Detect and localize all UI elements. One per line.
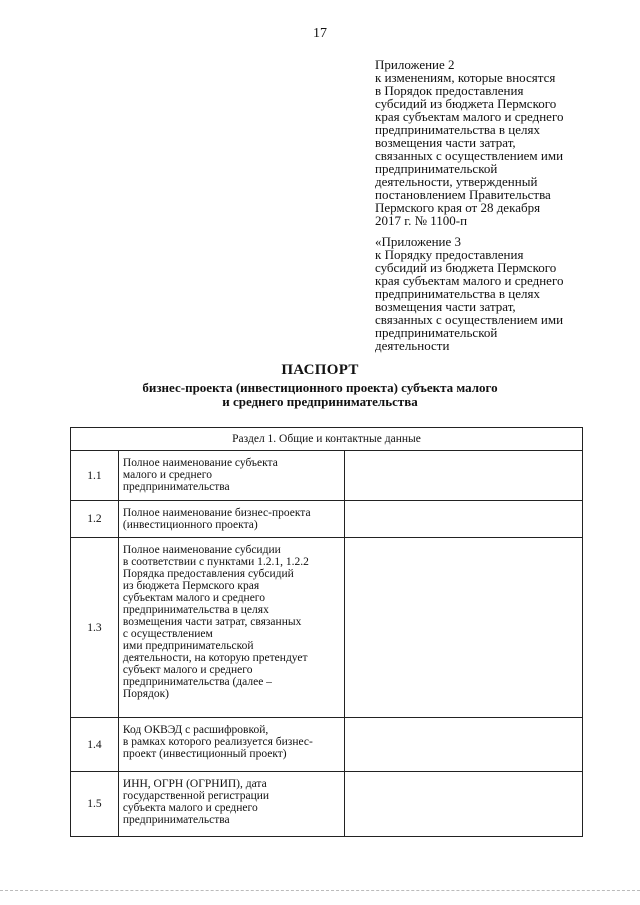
row-label: [118, 501, 344, 538]
appendix-a-line: к изменениям, которые вносятся: [375, 70, 556, 85]
appendix-a-line: Приложение 2: [375, 57, 455, 72]
appendix-a-line: края субъектам малого и среднего: [375, 109, 564, 124]
row-label-line: (инвестиционного проекта): [122, 519, 258, 531]
table-row: [71, 451, 583, 501]
scan-edge-divider: [0, 890, 640, 893]
appendix-a-line: Пермского края от 28 декабря: [375, 200, 541, 215]
row-label: [118, 772, 344, 837]
appendix-a-line: связанных с осуществлением ими: [375, 148, 564, 163]
appendix-b-line: деятельности: [375, 338, 450, 353]
row-label-line: предпринимательства (далее –: [122, 676, 272, 688]
passport-subtitle: [0, 381, 640, 409]
row-value-field[interactable]: [344, 451, 582, 501]
row-label-line: ИНН, ОГРН (ОГРНИП), дата: [122, 778, 267, 790]
row-label-line: в рамках которого реализуется бизнес-: [122, 736, 313, 748]
appendix-b-line: края субъектам малого и среднего: [375, 273, 564, 288]
row-label-line: Порядок): [122, 688, 170, 700]
passport-title: ПАСПОРТ: [281, 362, 359, 378]
table-row: [71, 718, 583, 772]
passport-subtitle-line: бизнес-проекта (инвестиционного проекта) субъекта малого: [142, 380, 498, 395]
appendix-b-line: предпринимательской: [375, 325, 498, 340]
appendix-a-line: предпринимательской: [375, 161, 498, 176]
row-value-field[interactable]: [344, 501, 582, 538]
row-label-line: субъект малого и среднего: [122, 664, 253, 676]
row-label: [118, 538, 344, 718]
appendix-a-line: возмещения части затрат,: [375, 135, 516, 150]
row-label-line: предпринимательства: [122, 814, 230, 826]
row-label-line: Порядка предоставления субсидий: [122, 568, 294, 580]
row-label-line: малого и среднего: [122, 469, 212, 481]
row-number: 1.4: [71, 718, 119, 772]
row-label: [118, 718, 344, 772]
row-label-line: проект (инвестиционный проект): [122, 748, 287, 760]
appendix-b-line: возмещения части затрат,: [375, 299, 516, 314]
appendix-a-line: субсидий из бюджета Пермского: [375, 96, 557, 111]
appendix-a-line: 2017 г. № 1100-п: [375, 213, 468, 228]
section-header-row: [71, 428, 583, 451]
row-label-line: возмещения части затрат, связанных: [122, 616, 302, 628]
appendix-a-line: деятельности, утвержденный: [375, 174, 538, 189]
row-label-line: Полное наименование субъекта: [122, 457, 278, 469]
row-label-line: предпринимательства: [122, 481, 230, 493]
row-label-line: в соответствии с пунктами 1.2.1, 1.2.2: [122, 556, 309, 568]
appendix-b-line: «Приложение 3: [375, 234, 462, 249]
appendix-3-reference: [375, 235, 625, 352]
row-label-line: Полное наименование бизнес-проекта: [122, 507, 311, 519]
appendix-a-line: в Порядок предоставления: [375, 83, 524, 98]
appendix-a-line: предпринимательства в целях: [375, 122, 540, 137]
row-value-field[interactable]: [344, 772, 582, 837]
appendix-a-line: постановлением Правительства: [375, 187, 551, 202]
row-label-line: с осуществлением: [122, 628, 213, 640]
appendix-b-line: предпринимательства в целях: [375, 286, 540, 301]
row-value-field[interactable]: [344, 538, 582, 718]
row-label: [118, 451, 344, 501]
row-label-line: субъектам малого и среднего: [122, 592, 265, 604]
appendix-b-line: субсидий из бюджета Пермского: [375, 260, 557, 275]
passport-subtitle-line: и среднего предпринимательства: [222, 394, 418, 409]
row-label-line: Код ОКВЭД с расшифровкой,: [122, 724, 269, 736]
passport-table: [70, 427, 583, 837]
section-header: Раздел 1. Общие и контактные данные: [71, 428, 583, 451]
appendix-b-line: связанных с осуществлением ими: [375, 312, 564, 327]
row-label-line: Полное наименование субсидии: [122, 544, 281, 556]
row-label-line: государственной регистрации: [122, 790, 270, 802]
table-row: [71, 772, 583, 837]
appendix-2-reference: [375, 58, 625, 227]
appendix-b-line: к Порядку предоставления: [375, 247, 524, 262]
row-number: 1.3: [71, 538, 119, 718]
row-label-line: деятельности, на которую претендует: [122, 652, 308, 664]
row-number: 1.5: [71, 772, 119, 837]
table-row: [71, 501, 583, 538]
row-label-line: субъекта малого и среднего: [122, 802, 258, 814]
row-label-line: из бюджета Пермского края: [122, 580, 260, 592]
row-value-field[interactable]: [344, 718, 582, 772]
row-label-line: ими предпринимательской: [122, 640, 254, 652]
row-label-line: предпринимательства в целях: [122, 604, 269, 616]
row-number: 1.1: [71, 451, 119, 501]
row-number: 1.2: [71, 501, 119, 538]
table-row: [71, 538, 583, 718]
page-number: 17: [313, 26, 327, 41]
